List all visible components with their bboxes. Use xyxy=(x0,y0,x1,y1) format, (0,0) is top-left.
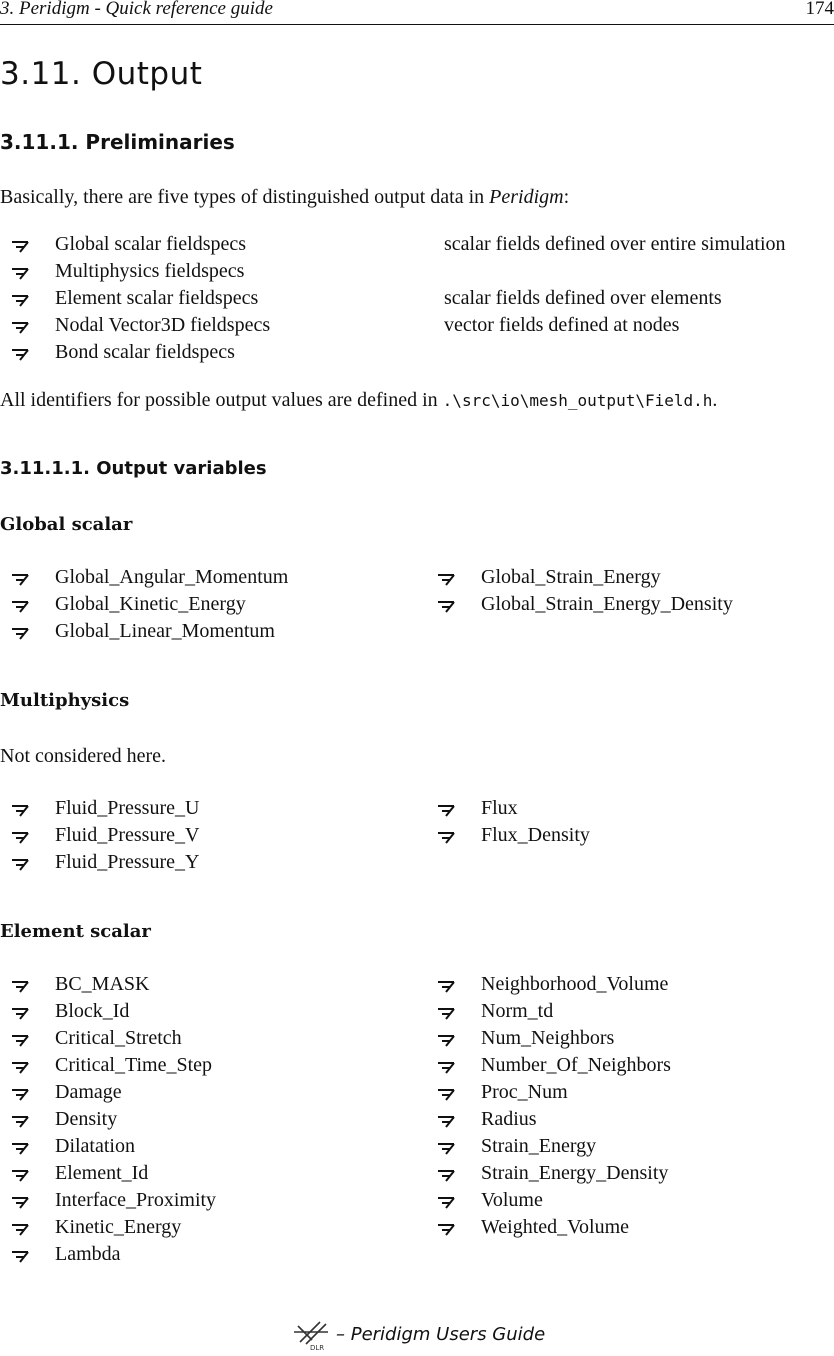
list-item-label: Density xyxy=(55,1108,117,1131)
list-item-label: Nodal Vector3D fieldspecs xyxy=(55,314,270,337)
list-item-label: Num_Neighbors xyxy=(481,1027,614,1050)
intro-paragraph xyxy=(0,186,569,209)
bullet-arrow-icon xyxy=(10,802,30,818)
list-item-label: Block_Id xyxy=(55,1000,129,1023)
bullet-arrow-icon xyxy=(10,1113,30,1129)
list-item-label: Critical_Stretch xyxy=(55,1027,182,1050)
bullet-arrow-icon xyxy=(10,1140,30,1156)
bullet-arrow-icon xyxy=(10,238,30,254)
list-item-label: Volume xyxy=(481,1189,543,1212)
bullet-arrow-icon xyxy=(10,1167,30,1183)
bullet-arrow-icon xyxy=(436,571,456,587)
footer-text: – Peridigm Users Guide xyxy=(336,1324,545,1345)
output-type-description: scalar fields defined over entire simulation xyxy=(444,233,786,259)
list-item-label: Critical_Time_Step xyxy=(55,1054,212,1077)
subsubsection-title: 3.11.1.1. Output variables xyxy=(0,458,267,479)
bullet-arrow-icon xyxy=(436,1059,456,1075)
bullet-arrow-icon xyxy=(10,1221,30,1237)
list-item-label: Element scalar fieldspecs xyxy=(55,287,258,310)
list-item-label: Kinetic_Energy xyxy=(55,1216,181,1239)
list-item-label: Fluid_Pressure_U xyxy=(55,797,199,820)
list-item-label: Global_Kinetic_Energy xyxy=(55,593,246,616)
bullet-arrow-icon xyxy=(10,1032,30,1048)
list-item-label: Flux_Density xyxy=(481,824,590,847)
list-item-label: Global_Strain_Energy xyxy=(481,566,661,589)
element-scalar-heading: Element scalar xyxy=(0,921,151,942)
multiphysics-heading: Multiphysics xyxy=(0,690,129,711)
subsection-title: 3.11.1. Preliminaries xyxy=(0,130,235,154)
bullet-arrow-icon xyxy=(436,1140,456,1156)
bullet-arrow-icon xyxy=(10,1086,30,1102)
identifiers-prefix: All identifiers for possible output values are defined in xyxy=(0,389,443,411)
bullet-arrow-icon xyxy=(10,1194,30,1210)
bullet-arrow-icon xyxy=(436,802,456,818)
list-item-label: Global_Linear_Momentum xyxy=(55,620,275,643)
page-footer xyxy=(290,1318,590,1352)
header-title: 3. Peridigm - Quick reference guide xyxy=(0,0,273,20)
dlr-logo-icon xyxy=(290,1318,334,1356)
output-type-description: vector fields defined at nodes xyxy=(444,314,679,340)
page-number: 174 xyxy=(806,0,834,20)
list-item-label: Dilatation xyxy=(55,1135,135,1158)
identifiers-path: .\src\io\mesh_output\Field.h xyxy=(443,391,713,410)
bullet-arrow-icon xyxy=(436,1113,456,1129)
bullet-arrow-icon xyxy=(10,1248,30,1264)
bullet-arrow-icon xyxy=(436,1086,456,1102)
bullet-arrow-icon xyxy=(436,1167,456,1183)
bullet-arrow-icon xyxy=(436,829,456,845)
bullet-arrow-icon xyxy=(436,1032,456,1048)
output-type-description: scalar fields defined over elements xyxy=(444,287,722,313)
list-item-label: Number_Of_Neighbors xyxy=(481,1054,671,1077)
list-item-label: Weighted_Volume xyxy=(481,1216,629,1239)
intro-prefix: Basically, there are five types of distinguished output data in xyxy=(0,186,489,208)
list-item-label: Damage xyxy=(55,1081,122,1104)
list-item-label: Global scalar fieldspecs xyxy=(55,233,246,256)
bullet-arrow-icon xyxy=(436,598,456,614)
list-item-label: Global_Angular_Momentum xyxy=(55,566,288,589)
list-item-label: Bond scalar fieldspecs xyxy=(55,341,235,364)
identifiers-paragraph xyxy=(0,389,717,412)
list-item-label: Radius xyxy=(481,1108,537,1131)
bullet-arrow-icon xyxy=(10,1005,30,1021)
bullet-arrow-icon xyxy=(10,292,30,308)
list-item-label: Multiphysics fieldspecs xyxy=(55,260,244,283)
list-item-label: Lambda xyxy=(55,1243,121,1266)
intro-italic: Peridigm xyxy=(489,186,563,208)
section-title: 3.11. Output xyxy=(0,56,202,92)
list-item-label: Strain_Energy_Density xyxy=(481,1162,668,1185)
bullet-arrow-icon xyxy=(10,856,30,872)
bullet-arrow-icon xyxy=(10,978,30,994)
bullet-arrow-icon xyxy=(10,1059,30,1075)
list-item-label: Proc_Num xyxy=(481,1081,568,1104)
logo-text: DLR xyxy=(310,1344,324,1352)
global-scalar-heading: Global scalar xyxy=(0,514,132,535)
bullet-arrow-icon xyxy=(436,1194,456,1210)
list-item-label: Flux xyxy=(481,797,518,820)
list-item-label: Strain_Energy xyxy=(481,1135,596,1158)
list-item-label: Element_Id xyxy=(55,1162,148,1185)
identifiers-suffix: . xyxy=(712,389,717,411)
list-item-label: Neighborhood_Volume xyxy=(481,973,668,996)
multiphysics-note: Not considered here. xyxy=(0,745,166,768)
bullet-arrow-icon xyxy=(10,571,30,587)
list-item-label: Fluid_Pressure_V xyxy=(55,824,199,847)
bullet-arrow-icon xyxy=(10,265,30,281)
intro-suffix: : xyxy=(564,186,570,208)
bullet-arrow-icon xyxy=(436,978,456,994)
running-header xyxy=(0,0,834,25)
list-item-label: Global_Strain_Energy_Density xyxy=(481,593,733,616)
list-item-label: Interface_Proximity xyxy=(55,1189,216,1212)
bullet-arrow-icon xyxy=(10,319,30,335)
bullet-arrow-icon xyxy=(10,625,30,641)
bullet-arrow-icon xyxy=(10,598,30,614)
bullet-arrow-icon xyxy=(10,829,30,845)
bullet-arrow-icon xyxy=(436,1221,456,1237)
list-item-label: Norm_td xyxy=(481,1000,553,1023)
bullet-arrow-icon xyxy=(436,1005,456,1021)
list-item-label: BC_MASK xyxy=(55,973,149,996)
list-item-label: Fluid_Pressure_Y xyxy=(55,851,199,874)
bullet-arrow-icon xyxy=(10,346,30,362)
